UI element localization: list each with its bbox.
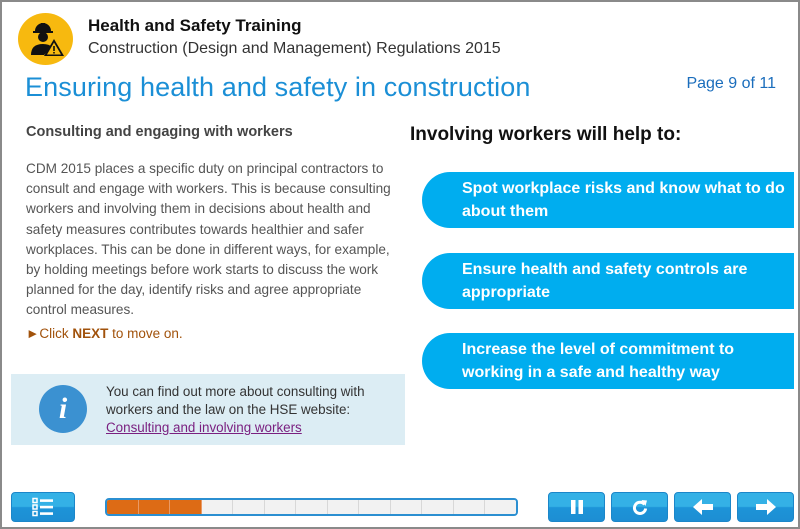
- progress-segment: [485, 500, 516, 514]
- course-progress-bar: [105, 498, 518, 516]
- progress-segment-complete: [139, 500, 171, 514]
- info-box: [11, 374, 405, 445]
- info-description: You can find out more about consulting with workers and the law on the HSE website:: [106, 384, 365, 417]
- body-text: CDM 2015 places a specific duty on principal contractors to consult and engage with workers. This is because consulting workers and involving them in decisions about health and safety measures contributes towards healthier and safer workplaces. This can be done in different ways, for example, by holding meetings before work starts to discuss the work planned for the day, identify risks and agree appropriate control measures.: [26, 161, 391, 318]
- benefit-item: Ensure health and safety controls are appropriate: [422, 253, 794, 309]
- next-button[interactable]: [737, 492, 794, 522]
- pause-icon: [569, 499, 585, 515]
- progress-segment: [454, 500, 486, 514]
- progress-segment: [422, 500, 454, 514]
- pause-button[interactable]: [548, 492, 605, 522]
- app-subtitle: Construction (Design and Management) Regulations 2015: [88, 40, 501, 57]
- progress-segment: [328, 500, 360, 514]
- next-arrow-icon: [755, 498, 777, 516]
- benefits-heading: Involving workers will help to:: [410, 124, 682, 145]
- next-hint: [26, 326, 183, 341]
- section-heading: Consulting and engaging with workers: [26, 124, 293, 140]
- progress-segment: [296, 500, 328, 514]
- progress-segment: [265, 500, 297, 514]
- progress-segment: [233, 500, 265, 514]
- back-arrow-icon: [692, 498, 714, 516]
- play-arrow-icon: ►: [26, 326, 40, 341]
- menu-button[interactable]: [11, 492, 75, 522]
- menu-list-icon: [32, 497, 54, 517]
- app-title: Health and Safety Training: [88, 16, 302, 35]
- progress-segment: [202, 500, 234, 514]
- replay-icon: [631, 498, 649, 516]
- info-icon: i: [39, 385, 87, 433]
- benefit-item: Spot workplace risks and know what to do about them: [422, 172, 794, 228]
- progress-segment-complete: [107, 500, 139, 514]
- page-counter: Page 9 of 11: [686, 75, 776, 92]
- next-hint-prefix: Click: [39, 326, 73, 341]
- info-text: [106, 383, 396, 437]
- replay-button[interactable]: [611, 492, 668, 522]
- progress-segment-complete: [170, 500, 202, 514]
- back-button[interactable]: [674, 492, 731, 522]
- construction-worker-warning-icon: [18, 13, 73, 65]
- navigation-footer: [2, 492, 800, 529]
- benefit-item: Increase the level of commitment to working in a safe and healthy way: [422, 333, 794, 389]
- hse-consulting-link[interactable]: Consulting and involving workers: [106, 420, 302, 435]
- progress-segment: [359, 500, 391, 514]
- next-hint-keyword: NEXT: [72, 326, 109, 341]
- next-hint-suffix: to move on.: [108, 326, 183, 341]
- progress-segment: [391, 500, 423, 514]
- page-title: Ensuring health and safety in construction: [25, 72, 531, 102]
